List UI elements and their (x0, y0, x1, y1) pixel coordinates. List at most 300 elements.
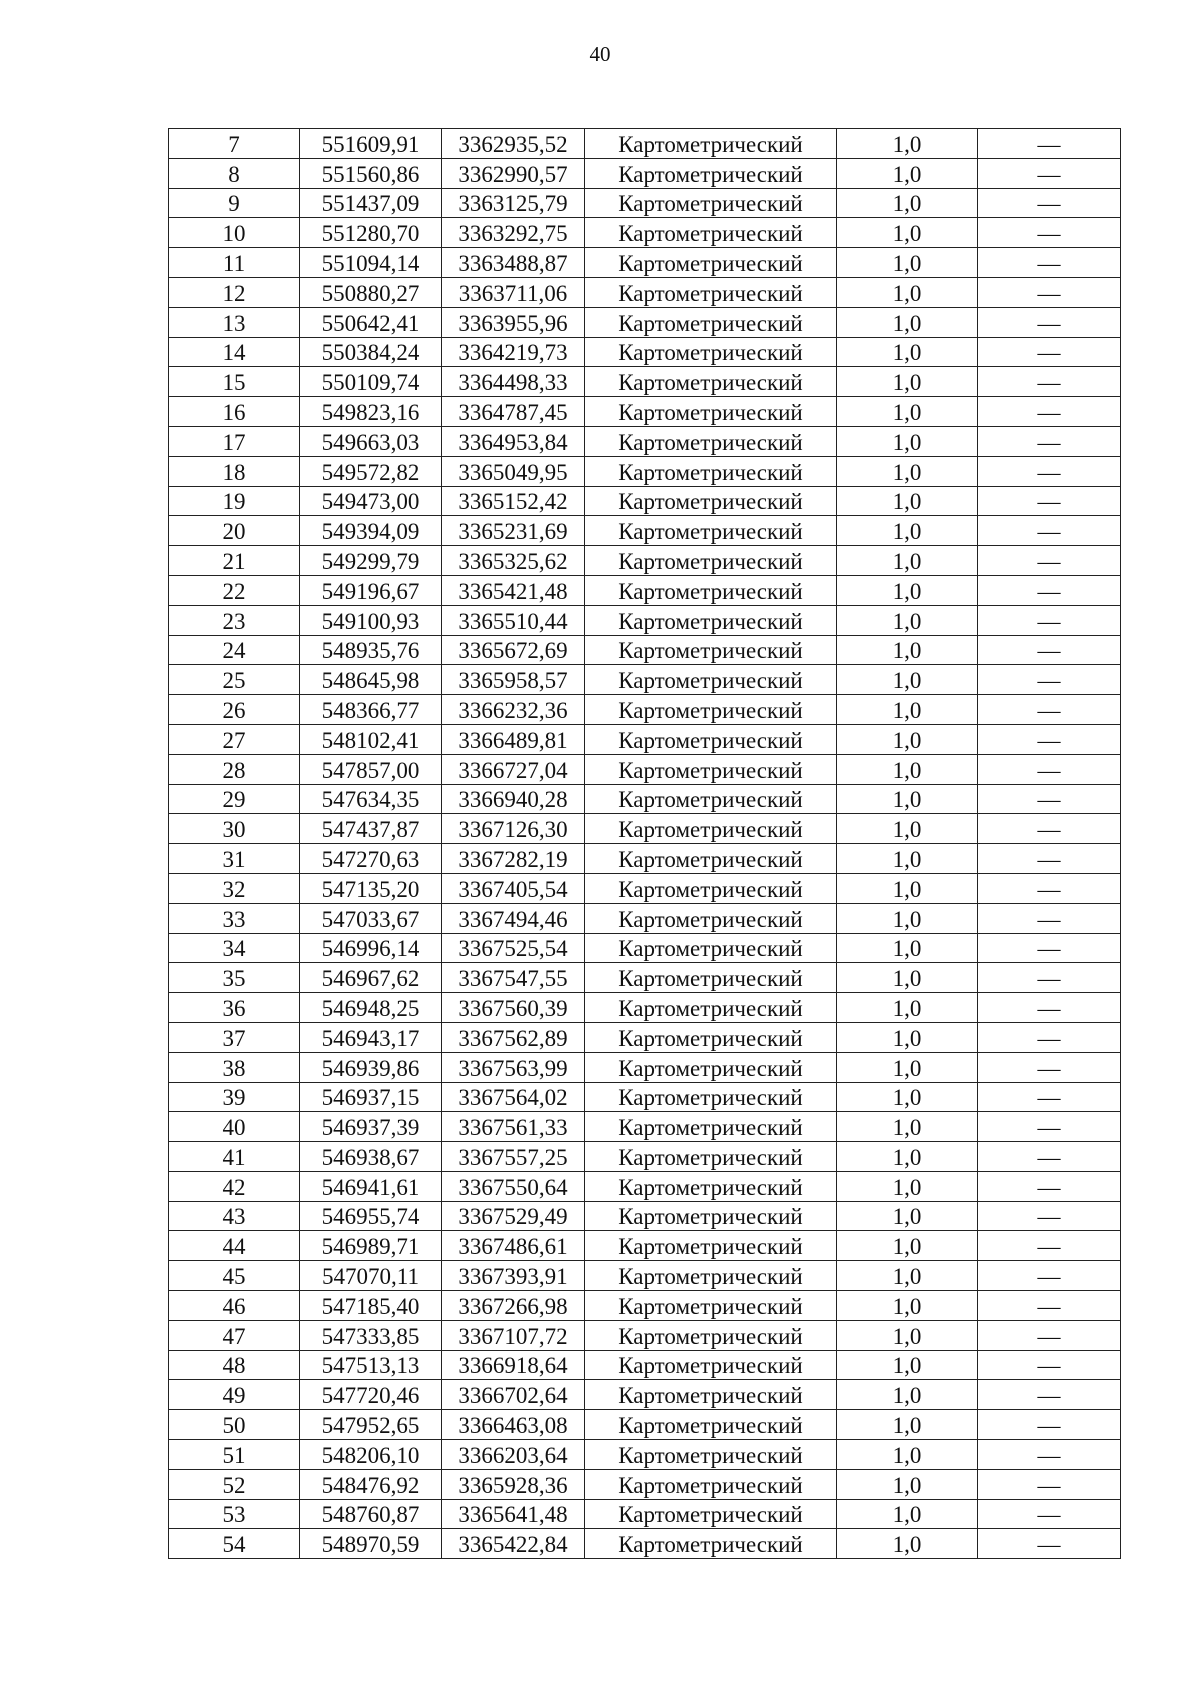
x-coordinate-cell: 548970,59 (300, 1529, 442, 1559)
coordinates-table-body (169, 129, 1121, 1559)
method-cell: Картометрический (585, 903, 837, 933)
note-cell: — (978, 1469, 1121, 1499)
y-coordinate-cell: 3362935,52 (442, 129, 585, 159)
accuracy-cell: 1,0 (837, 218, 978, 248)
method-cell: Картометрический (585, 1112, 837, 1142)
x-coordinate-cell: 548206,10 (300, 1440, 442, 1470)
point-number-cell: 38 (169, 1052, 300, 1082)
x-coordinate-cell: 549196,67 (300, 575, 442, 605)
point-number-cell: 7 (169, 129, 300, 159)
y-coordinate-cell: 3365231,69 (442, 516, 585, 546)
note-cell: — (978, 754, 1121, 784)
method-cell: Картометрический (585, 1052, 837, 1082)
x-coordinate-cell: 547270,63 (300, 844, 442, 874)
note-cell: — (978, 397, 1121, 427)
method-cell: Картометрический (585, 1291, 837, 1321)
note-cell: — (978, 1410, 1121, 1440)
accuracy-cell: 1,0 (837, 1052, 978, 1082)
method-cell: Картометрический (585, 218, 837, 248)
y-coordinate-cell: 3366463,08 (442, 1410, 585, 1440)
method-cell: Картометрический (585, 1469, 837, 1499)
y-coordinate-cell: 3365325,62 (442, 546, 585, 576)
y-coordinate-cell: 3367494,46 (442, 903, 585, 933)
y-coordinate-cell: 3367126,30 (442, 814, 585, 844)
y-coordinate-cell: 3366727,04 (442, 754, 585, 784)
note-cell: — (978, 1231, 1121, 1261)
accuracy-cell: 1,0 (837, 903, 978, 933)
note-cell: — (978, 1082, 1121, 1112)
y-coordinate-cell: 3365049,95 (442, 456, 585, 486)
point-number-cell: 42 (169, 1171, 300, 1201)
table-row (169, 277, 1121, 307)
note-cell: — (978, 1320, 1121, 1350)
method-cell: Картометрический (585, 933, 837, 963)
accuracy-cell: 1,0 (837, 516, 978, 546)
table-row (169, 307, 1121, 337)
y-coordinate-cell: 3367486,61 (442, 1231, 585, 1261)
method-cell: Картометрический (585, 1410, 837, 1440)
table-row (169, 993, 1121, 1023)
x-coordinate-cell: 546937,15 (300, 1082, 442, 1112)
y-coordinate-cell: 3366940,28 (442, 784, 585, 814)
x-coordinate-cell: 549394,09 (300, 516, 442, 546)
accuracy-cell: 1,0 (837, 188, 978, 218)
x-coordinate-cell: 547720,46 (300, 1380, 442, 1410)
x-coordinate-cell: 549823,16 (300, 397, 442, 427)
y-coordinate-cell: 3363955,96 (442, 307, 585, 337)
point-number-cell: 36 (169, 993, 300, 1023)
method-cell: Картометрический (585, 665, 837, 695)
point-number-cell: 23 (169, 605, 300, 635)
x-coordinate-cell: 546996,14 (300, 933, 442, 963)
accuracy-cell: 1,0 (837, 724, 978, 754)
point-number-cell: 34 (169, 933, 300, 963)
point-number-cell: 16 (169, 397, 300, 427)
x-coordinate-cell: 546939,86 (300, 1052, 442, 1082)
method-cell: Картометрический (585, 724, 837, 754)
x-coordinate-cell: 546941,61 (300, 1171, 442, 1201)
y-coordinate-cell: 3367282,19 (442, 844, 585, 874)
x-coordinate-cell: 550109,74 (300, 367, 442, 397)
table-row (169, 724, 1121, 754)
point-number-cell: 41 (169, 1142, 300, 1172)
accuracy-cell: 1,0 (837, 1171, 978, 1201)
coordinates-table (168, 128, 1121, 1559)
method-cell: Картометрический (585, 367, 837, 397)
method-cell: Картометрический (585, 575, 837, 605)
y-coordinate-cell: 3364498,33 (442, 367, 585, 397)
y-coordinate-cell: 3365510,44 (442, 605, 585, 635)
point-number-cell: 51 (169, 1440, 300, 1470)
table-row (169, 397, 1121, 427)
table-row (169, 426, 1121, 456)
x-coordinate-cell: 546943,17 (300, 1022, 442, 1052)
table-row (169, 1529, 1121, 1559)
method-cell: Картометрический (585, 1320, 837, 1350)
x-coordinate-cell: 547070,11 (300, 1261, 442, 1291)
y-coordinate-cell: 3367107,72 (442, 1320, 585, 1350)
table-row (169, 1022, 1121, 1052)
x-coordinate-cell: 546989,71 (300, 1231, 442, 1261)
point-number-cell: 20 (169, 516, 300, 546)
y-coordinate-cell: 3363488,87 (442, 248, 585, 278)
y-coordinate-cell: 3367525,54 (442, 933, 585, 963)
method-cell: Картометрический (585, 844, 837, 874)
point-number-cell: 15 (169, 367, 300, 397)
method-cell: Картометрический (585, 426, 837, 456)
table-row (169, 605, 1121, 635)
table-row (169, 1440, 1121, 1470)
accuracy-cell: 1,0 (837, 1201, 978, 1231)
note-cell: — (978, 724, 1121, 754)
point-number-cell: 45 (169, 1261, 300, 1291)
table-row (169, 665, 1121, 695)
note-cell: — (978, 903, 1121, 933)
x-coordinate-cell: 548645,98 (300, 665, 442, 695)
method-cell: Картометрический (585, 516, 837, 546)
page-number: 40 (589, 42, 611, 66)
method-cell: Картометрический (585, 754, 837, 784)
accuracy-cell: 1,0 (837, 367, 978, 397)
y-coordinate-cell: 3367405,54 (442, 873, 585, 903)
accuracy-cell: 1,0 (837, 1440, 978, 1470)
table-row (169, 1052, 1121, 1082)
note-cell: — (978, 1052, 1121, 1082)
note-cell: — (978, 665, 1121, 695)
note-cell: — (978, 248, 1121, 278)
table-row (169, 1291, 1121, 1321)
accuracy-cell: 1,0 (837, 1529, 978, 1559)
note-cell: — (978, 516, 1121, 546)
point-number-cell: 24 (169, 635, 300, 665)
table-row (169, 516, 1121, 546)
accuracy-cell: 1,0 (837, 1291, 978, 1321)
point-number-cell: 35 (169, 963, 300, 993)
x-coordinate-cell: 551609,91 (300, 129, 442, 159)
x-coordinate-cell: 547857,00 (300, 754, 442, 784)
table-row (169, 1320, 1121, 1350)
accuracy-cell: 1,0 (837, 397, 978, 427)
table-row (169, 754, 1121, 784)
method-cell: Картометрический (585, 1082, 837, 1112)
y-coordinate-cell: 3367560,39 (442, 993, 585, 1023)
x-coordinate-cell: 551280,70 (300, 218, 442, 248)
y-coordinate-cell: 3365958,57 (442, 665, 585, 695)
y-coordinate-cell: 3367564,02 (442, 1082, 585, 1112)
x-coordinate-cell: 546937,39 (300, 1112, 442, 1142)
point-number-cell: 50 (169, 1410, 300, 1440)
accuracy-cell: 1,0 (837, 933, 978, 963)
note-cell: — (978, 1291, 1121, 1321)
accuracy-cell: 1,0 (837, 248, 978, 278)
note-cell: — (978, 933, 1121, 963)
y-coordinate-cell: 3366702,64 (442, 1380, 585, 1410)
method-cell: Картометрический (585, 1261, 837, 1291)
method-cell: Картометрический (585, 695, 837, 725)
y-coordinate-cell: 3367547,55 (442, 963, 585, 993)
point-number-cell: 53 (169, 1499, 300, 1529)
point-number-cell: 43 (169, 1201, 300, 1231)
x-coordinate-cell: 546967,62 (300, 963, 442, 993)
method-cell: Картометрический (585, 1529, 837, 1559)
note-cell: — (978, 1201, 1121, 1231)
point-number-cell: 22 (169, 575, 300, 605)
accuracy-cell: 1,0 (837, 129, 978, 159)
x-coordinate-cell: 546948,25 (300, 993, 442, 1023)
point-number-cell: 37 (169, 1022, 300, 1052)
table-row (169, 1112, 1121, 1142)
point-number-cell: 39 (169, 1082, 300, 1112)
accuracy-cell: 1,0 (837, 1231, 978, 1261)
table-row (169, 1201, 1121, 1231)
table-row (169, 1350, 1121, 1380)
note-cell: — (978, 218, 1121, 248)
x-coordinate-cell: 546955,74 (300, 1201, 442, 1231)
y-coordinate-cell: 3366918,64 (442, 1350, 585, 1380)
accuracy-cell: 1,0 (837, 605, 978, 635)
method-cell: Картометрический (585, 873, 837, 903)
y-coordinate-cell: 3367393,91 (442, 1261, 585, 1291)
x-coordinate-cell: 547135,20 (300, 873, 442, 903)
x-coordinate-cell: 549663,03 (300, 426, 442, 456)
note-cell: — (978, 695, 1121, 725)
point-number-cell: 46 (169, 1291, 300, 1321)
point-number-cell: 30 (169, 814, 300, 844)
note-cell: — (978, 158, 1121, 188)
accuracy-cell: 1,0 (837, 814, 978, 844)
point-number-cell: 54 (169, 1529, 300, 1559)
point-number-cell: 48 (169, 1350, 300, 1380)
note-cell: — (978, 1112, 1121, 1142)
y-coordinate-cell: 3365672,69 (442, 635, 585, 665)
y-coordinate-cell: 3365152,42 (442, 486, 585, 516)
method-cell: Картометрический (585, 486, 837, 516)
accuracy-cell: 1,0 (837, 754, 978, 784)
note-cell: — (978, 129, 1121, 159)
note-cell: — (978, 337, 1121, 367)
x-coordinate-cell: 550384,24 (300, 337, 442, 367)
method-cell: Картометрический (585, 963, 837, 993)
y-coordinate-cell: 3365928,36 (442, 1469, 585, 1499)
table-row (169, 1142, 1121, 1172)
method-cell: Картометрический (585, 158, 837, 188)
accuracy-cell: 1,0 (837, 337, 978, 367)
y-coordinate-cell: 3367562,89 (442, 1022, 585, 1052)
table-row (169, 1231, 1121, 1261)
point-number-cell: 32 (169, 873, 300, 903)
x-coordinate-cell: 549572,82 (300, 456, 442, 486)
table-row (169, 844, 1121, 874)
table-row (169, 456, 1121, 486)
table-row (169, 367, 1121, 397)
table-row (169, 695, 1121, 725)
table-row (169, 814, 1121, 844)
point-number-cell: 19 (169, 486, 300, 516)
accuracy-cell: 1,0 (837, 546, 978, 576)
note-cell: — (978, 1142, 1121, 1172)
point-number-cell: 18 (169, 456, 300, 486)
table-row (169, 1499, 1121, 1529)
table-row (169, 1380, 1121, 1410)
method-cell: Картометрический (585, 337, 837, 367)
point-number-cell: 13 (169, 307, 300, 337)
accuracy-cell: 1,0 (837, 1469, 978, 1499)
x-coordinate-cell: 548476,92 (300, 1469, 442, 1499)
table-row (169, 546, 1121, 576)
x-coordinate-cell: 550642,41 (300, 307, 442, 337)
accuracy-cell: 1,0 (837, 1022, 978, 1052)
note-cell: — (978, 1499, 1121, 1529)
method-cell: Картометрический (585, 397, 837, 427)
accuracy-cell: 1,0 (837, 635, 978, 665)
accuracy-cell: 1,0 (837, 665, 978, 695)
point-number-cell: 25 (169, 665, 300, 695)
point-number-cell: 12 (169, 277, 300, 307)
table-row (169, 635, 1121, 665)
method-cell: Картометрический (585, 1440, 837, 1470)
method-cell: Картометрический (585, 248, 837, 278)
note-cell: — (978, 1022, 1121, 1052)
method-cell: Картометрический (585, 1201, 837, 1231)
accuracy-cell: 1,0 (837, 1380, 978, 1410)
x-coordinate-cell: 546938,67 (300, 1142, 442, 1172)
x-coordinate-cell: 551560,86 (300, 158, 442, 188)
note-cell: — (978, 1380, 1121, 1410)
table-row (169, 1082, 1121, 1112)
method-cell: Картометрический (585, 1380, 837, 1410)
accuracy-cell: 1,0 (837, 695, 978, 725)
method-cell: Картометрический (585, 814, 837, 844)
note-cell: — (978, 873, 1121, 903)
y-coordinate-cell: 3366203,64 (442, 1440, 585, 1470)
method-cell: Картометрический (585, 1022, 837, 1052)
table-row (169, 873, 1121, 903)
table-row (169, 1261, 1121, 1291)
point-number-cell: 8 (169, 158, 300, 188)
note-cell: — (978, 993, 1121, 1023)
x-coordinate-cell: 547033,67 (300, 903, 442, 933)
point-number-cell: 17 (169, 426, 300, 456)
accuracy-cell: 1,0 (837, 963, 978, 993)
point-number-cell: 33 (169, 903, 300, 933)
x-coordinate-cell: 547634,35 (300, 784, 442, 814)
x-coordinate-cell: 548102,41 (300, 724, 442, 754)
method-cell: Картометрический (585, 1499, 837, 1529)
note-cell: — (978, 1261, 1121, 1291)
note-cell: — (978, 486, 1121, 516)
table-row (169, 1469, 1121, 1499)
method-cell: Картометрический (585, 307, 837, 337)
table-row (169, 129, 1121, 159)
x-coordinate-cell: 551437,09 (300, 188, 442, 218)
accuracy-cell: 1,0 (837, 873, 978, 903)
note-cell: — (978, 635, 1121, 665)
accuracy-cell: 1,0 (837, 1350, 978, 1380)
y-coordinate-cell: 3367557,25 (442, 1142, 585, 1172)
accuracy-cell: 1,0 (837, 575, 978, 605)
y-coordinate-cell: 3365422,84 (442, 1529, 585, 1559)
point-number-cell: 10 (169, 218, 300, 248)
x-coordinate-cell: 549473,00 (300, 486, 442, 516)
note-cell: — (978, 1350, 1121, 1380)
accuracy-cell: 1,0 (837, 784, 978, 814)
y-coordinate-cell: 3362990,57 (442, 158, 585, 188)
note-cell: — (978, 307, 1121, 337)
y-coordinate-cell: 3365641,48 (442, 1499, 585, 1529)
accuracy-cell: 1,0 (837, 1261, 978, 1291)
y-coordinate-cell: 3367563,99 (442, 1052, 585, 1082)
accuracy-cell: 1,0 (837, 1499, 978, 1529)
table-row (169, 575, 1121, 605)
accuracy-cell: 1,0 (837, 277, 978, 307)
method-cell: Картометрический (585, 546, 837, 576)
method-cell: Картометрический (585, 1171, 837, 1201)
y-coordinate-cell: 3367561,33 (442, 1112, 585, 1142)
note-cell: — (978, 367, 1121, 397)
table-row (169, 158, 1121, 188)
method-cell: Картометрический (585, 635, 837, 665)
accuracy-cell: 1,0 (837, 993, 978, 1023)
y-coordinate-cell: 3365421,48 (442, 575, 585, 605)
table-row (169, 188, 1121, 218)
point-number-cell: 29 (169, 784, 300, 814)
method-cell: Картометрический (585, 277, 837, 307)
accuracy-cell: 1,0 (837, 1082, 978, 1112)
note-cell: — (978, 188, 1121, 218)
x-coordinate-cell: 551094,14 (300, 248, 442, 278)
note-cell: — (978, 963, 1121, 993)
note-cell: — (978, 784, 1121, 814)
table-row (169, 903, 1121, 933)
point-number-cell: 40 (169, 1112, 300, 1142)
point-number-cell: 21 (169, 546, 300, 576)
table-row (169, 337, 1121, 367)
method-cell: Картометрический (585, 784, 837, 814)
point-number-cell: 26 (169, 695, 300, 725)
table-row (169, 486, 1121, 516)
x-coordinate-cell: 547952,65 (300, 1410, 442, 1440)
method-cell: Картометрический (585, 605, 837, 635)
x-coordinate-cell: 548935,76 (300, 635, 442, 665)
point-number-cell: 28 (169, 754, 300, 784)
table-row (169, 784, 1121, 814)
y-coordinate-cell: 3364787,45 (442, 397, 585, 427)
note-cell: — (978, 844, 1121, 874)
note-cell: — (978, 546, 1121, 576)
point-number-cell: 14 (169, 337, 300, 367)
note-cell: — (978, 426, 1121, 456)
y-coordinate-cell: 3367550,64 (442, 1171, 585, 1201)
note-cell: — (978, 1529, 1121, 1559)
note-cell: — (978, 605, 1121, 635)
x-coordinate-cell: 548366,77 (300, 695, 442, 725)
y-coordinate-cell: 3366489,81 (442, 724, 585, 754)
accuracy-cell: 1,0 (837, 1410, 978, 1440)
point-number-cell: 27 (169, 724, 300, 754)
method-cell: Картометрический (585, 456, 837, 486)
accuracy-cell: 1,0 (837, 456, 978, 486)
note-cell: — (978, 575, 1121, 605)
note-cell: — (978, 456, 1121, 486)
table-row (169, 1410, 1121, 1440)
y-coordinate-cell: 3364953,84 (442, 426, 585, 456)
y-coordinate-cell: 3364219,73 (442, 337, 585, 367)
x-coordinate-cell: 549299,79 (300, 546, 442, 576)
table-row (169, 1171, 1121, 1201)
table-row (169, 933, 1121, 963)
accuracy-cell: 1,0 (837, 1112, 978, 1142)
x-coordinate-cell: 547185,40 (300, 1291, 442, 1321)
